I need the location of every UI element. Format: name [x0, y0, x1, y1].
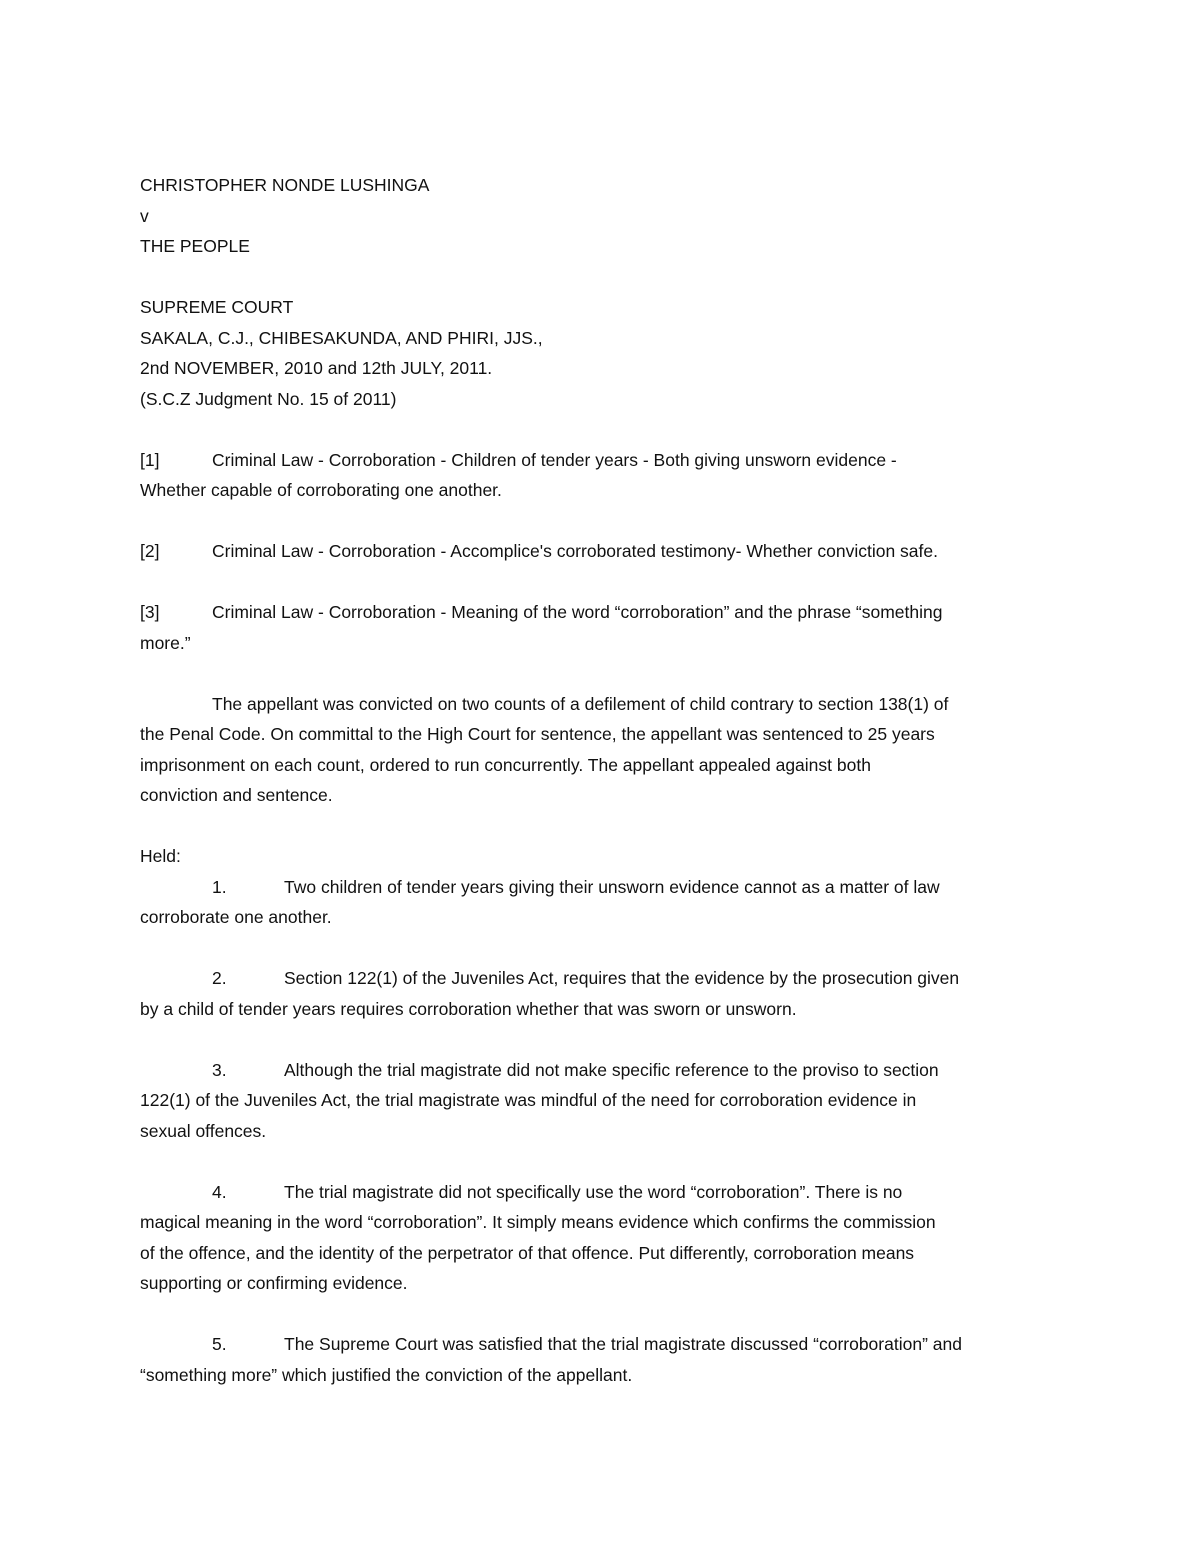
held-item-5 — [140, 1329, 1060, 1390]
headnote-number: [2] — [140, 541, 160, 561]
held-text-continuation: “something more” which justified the conviction of the appellant. — [140, 1364, 633, 1385]
held-number: 4. — [212, 1181, 227, 1202]
headnote-2 — [140, 536, 1060, 567]
held-label: Held: — [140, 846, 181, 866]
held-item-1 — [140, 872, 1060, 933]
held-text-continuation: magical meaning in the word “corroboration”. It simply means evidence which confirms the commission — [140, 1212, 936, 1232]
judges-line: SAKALA, C.J., CHIBESAKUNDA, AND PHIRI, JJS., — [140, 327, 543, 348]
versus-label: v — [140, 205, 149, 226]
headnote-1 — [140, 445, 1060, 506]
held-item-4 — [140, 1177, 1060, 1299]
held-number: 5. — [212, 1334, 227, 1354]
held-item-2 — [140, 963, 1060, 1024]
held-text-continuation: supporting or confirming evidence. — [140, 1273, 408, 1293]
held-text-continuation: corroborate one another. — [140, 907, 332, 927]
held-number: 2. — [212, 968, 227, 988]
held-number: 3. — [212, 1059, 227, 1080]
headnote-text: Criminal Law - Corroboration - Accomplice's corroborated testimony- Whether conviction safe. — [212, 541, 938, 561]
held-text-continuation: by a child of tender years requires corroboration whether that was sworn or unsworn. — [140, 998, 797, 1019]
held-text: Section 122(1) of the Juveniles Act, requires that the evidence by the prosecution given — [284, 968, 960, 988]
held-text: The Supreme Court was satisfied that the trial magistrate discussed “corroboration” and — [284, 1334, 962, 1354]
held-text-continuation: sexual offences. — [140, 1120, 267, 1141]
respondent-name: THE PEOPLE — [140, 236, 250, 256]
held-text: Although the trial magistrate did not make specific reference to the proviso to section — [284, 1059, 939, 1080]
summary-line: the Penal Code. On committal to the High Court for sentence, the appellant was sentenced to 25 years — [140, 724, 935, 744]
summary-line: imprisonment on each count, ordered to run concurrently. The appellant appealed against both — [140, 754, 871, 775]
court-name: SUPREME COURT — [140, 297, 294, 317]
case-summary — [140, 689, 1060, 811]
citation-line: (S.C.Z Judgment No. 15 of 2011) — [140, 388, 397, 409]
headnote-number: [3] — [140, 602, 160, 622]
headnote-text: Criminal Law - Corroboration - Children of tender years - Both giving unsworn evidence - — [212, 449, 897, 470]
held-text-continuation: of the offence, and the identity of the perpetrator of that offence. Put differently, corroboration means — [140, 1242, 915, 1263]
headnote-number: [1] — [140, 449, 160, 470]
document-body — [140, 170, 1060, 1390]
headnote-continuation: Whether capable of corroborating one another. — [140, 480, 502, 500]
summary-line: conviction and sentence. — [140, 785, 333, 805]
headnote-3 — [140, 597, 1060, 658]
held-text: Two children of tender years giving their unsworn evidence cannot as a matter of law — [284, 876, 940, 897]
held-text: The trial magistrate did not specifically use the word “corroboration”. There is no — [284, 1181, 903, 1202]
held-number: 1. — [212, 876, 227, 897]
appellant-name: CHRISTOPHER NONDE LUSHINGA — [140, 175, 430, 195]
dates-line: 2nd NOVEMBER, 2010 and 12th JULY, 2011. — [140, 358, 493, 378]
held-item-3 — [140, 1055, 1060, 1147]
summary-line: The appellant was convicted on two counts of a defilement of child contrary to section 138(1) of — [212, 693, 949, 714]
held-text-continuation: 122(1) of the Juveniles Act, the trial magistrate was mindful of the need for corroboration evidence in — [140, 1090, 917, 1110]
headnote-continuation: more.” — [140, 632, 191, 653]
headnote-text: Criminal Law - Corroboration - Meaning of the word “corroboration” and the phrase “something — [212, 602, 943, 622]
